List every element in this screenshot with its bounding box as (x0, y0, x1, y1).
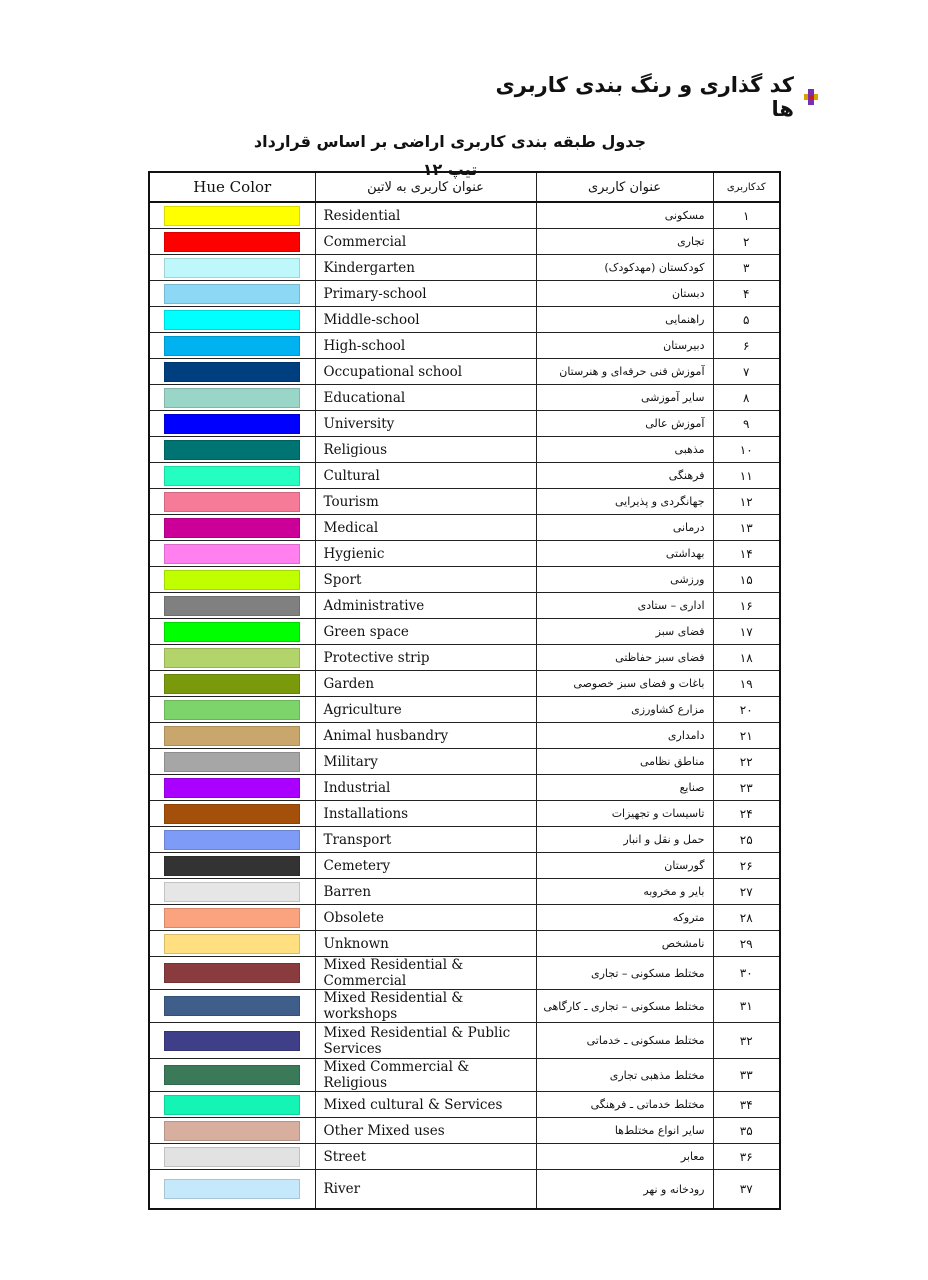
color-swatch (164, 362, 300, 382)
persian-title-cell: مختلط مسکونی – تجاری (536, 957, 713, 990)
hue-color-cell (149, 1059, 315, 1092)
persian-title-cell: سایر انواع مختلط‌ها (536, 1118, 713, 1144)
hue-color-cell (149, 229, 315, 255)
color-swatch (164, 440, 300, 460)
persian-title-cell: جهانگردی و پذیرایی (536, 489, 713, 515)
code-cell: ۱ (713, 202, 780, 229)
color-swatch (164, 466, 300, 486)
table-row (149, 1144, 780, 1170)
hue-color-cell (149, 437, 315, 463)
hue-color-cell (149, 853, 315, 879)
color-swatch (164, 963, 300, 983)
persian-title-cell: فضای سبز حفاظتی (536, 645, 713, 671)
table-row (149, 593, 780, 619)
table-row (149, 879, 780, 905)
latin-title-cell: Primary-school (315, 281, 536, 307)
hue-color-cell (149, 1170, 315, 1210)
hue-color-cell (149, 749, 315, 775)
persian-title-cell: مختلط مذهبی تجاری (536, 1059, 713, 1092)
hue-color-cell (149, 990, 315, 1023)
latin-title-cell: Religious (315, 437, 536, 463)
color-swatch (164, 206, 300, 226)
persian-title-cell: متروکه (536, 905, 713, 931)
heading-text: کد گذاری و رنگ بندی کاربری ها (495, 73, 794, 121)
color-swatch (164, 648, 300, 668)
latin-title-cell: Animal husbandry (315, 723, 536, 749)
color-swatch (164, 726, 300, 746)
code-cell: ۲۰ (713, 697, 780, 723)
table-row (149, 541, 780, 567)
persian-title-cell: رودخانه و نهر (536, 1170, 713, 1210)
table-row (149, 411, 780, 437)
table-row (149, 1170, 780, 1210)
color-swatch (164, 622, 300, 642)
latin-title-cell: Cemetery (315, 853, 536, 879)
table-row (149, 990, 780, 1023)
color-swatch (164, 700, 300, 720)
persian-title-cell: دبستان (536, 281, 713, 307)
code-cell: ۳ (713, 255, 780, 281)
code-cell: ۳۲ (713, 1023, 780, 1059)
table-row (149, 801, 780, 827)
color-swatch (164, 1065, 300, 1085)
hue-color-cell (149, 463, 315, 489)
code-cell: ۲ (713, 229, 780, 255)
latin-title-cell: Garden (315, 671, 536, 697)
table-row (149, 281, 780, 307)
latin-title-cell: Cultural (315, 463, 536, 489)
latin-title-cell: Residential (315, 202, 536, 229)
persian-title-cell: تجاری (536, 229, 713, 255)
latin-title-cell: Green space (315, 619, 536, 645)
bullet-icon (802, 88, 820, 106)
persian-title-cell: دبیرستان (536, 333, 713, 359)
table-caption: جدول طبقه بندی کاربری اراضی بر اساس قرارداد تیپ ۱۲ (253, 132, 647, 179)
hue-color-cell (149, 957, 315, 990)
hue-color-cell (149, 775, 315, 801)
code-cell: ۱۲ (713, 489, 780, 515)
hue-color-cell (149, 333, 315, 359)
code-cell: ۲۴ (713, 801, 780, 827)
color-swatch (164, 804, 300, 824)
hue-color-cell (149, 879, 315, 905)
code-cell: ۱۵ (713, 567, 780, 593)
table-row (149, 437, 780, 463)
header-code: کدکاربری (713, 172, 780, 202)
table-row (149, 749, 780, 775)
color-swatch (164, 284, 300, 304)
persian-title-cell: حمل و نقل و انبار (536, 827, 713, 853)
persian-title-cell: فضای سبز (536, 619, 713, 645)
latin-title-cell: Military (315, 749, 536, 775)
color-swatch (164, 882, 300, 902)
persian-title-cell: آموزش عالی (536, 411, 713, 437)
code-cell: ۲۳ (713, 775, 780, 801)
table-row (149, 775, 780, 801)
color-swatch (164, 752, 300, 772)
color-swatch (164, 908, 300, 928)
color-swatch (164, 310, 300, 330)
latin-title-cell: Protective strip (315, 645, 536, 671)
code-cell: ۲۹ (713, 931, 780, 957)
latin-title-cell: Middle-school (315, 307, 536, 333)
persian-title-cell: مذهبی (536, 437, 713, 463)
persian-title-cell: فرهنگی (536, 463, 713, 489)
color-swatch (164, 596, 300, 616)
latin-title-cell: Installations (315, 801, 536, 827)
code-cell: ۹ (713, 411, 780, 437)
latin-title-cell: Educational (315, 385, 536, 411)
persian-title-cell: مختلط مسکونی ـ خدماتی (536, 1023, 713, 1059)
table-row (149, 619, 780, 645)
persian-title-cell: معابر (536, 1144, 713, 1170)
code-cell: ۲۸ (713, 905, 780, 931)
hue-color-cell (149, 827, 315, 853)
hue-color-cell (149, 1023, 315, 1059)
persian-title-cell: گورستان (536, 853, 713, 879)
code-cell: ۳۳ (713, 1059, 780, 1092)
table-body (149, 202, 780, 1209)
latin-title-cell: University (315, 411, 536, 437)
table-row (149, 1059, 780, 1092)
latin-title-cell: High-school (315, 333, 536, 359)
code-cell: ۲۷ (713, 879, 780, 905)
persian-title-cell: درمانی (536, 515, 713, 541)
color-swatch (164, 1095, 300, 1115)
hue-color-cell (149, 593, 315, 619)
code-cell: ۲۲ (713, 749, 780, 775)
code-cell: ۳۶ (713, 1144, 780, 1170)
latin-title-cell: Transport (315, 827, 536, 853)
code-cell: ۳۰ (713, 957, 780, 990)
color-swatch (164, 1147, 300, 1167)
persian-title-cell: مسکونی (536, 202, 713, 229)
persian-title-cell: کودکستان (مهدکودک) (536, 255, 713, 281)
latin-title-cell: Mixed cultural & Services (315, 1092, 536, 1118)
hue-color-cell (149, 1144, 315, 1170)
header-persian-title: عنوان کاربری (536, 172, 713, 202)
hue-color-cell (149, 1092, 315, 1118)
latin-title-cell: Administrative (315, 593, 536, 619)
latin-title-cell: Mixed Residential & Commercial (315, 957, 536, 990)
document-heading (480, 73, 820, 121)
table-row (149, 1092, 780, 1118)
color-swatch (164, 1121, 300, 1141)
latin-title-cell: Medical (315, 515, 536, 541)
latin-title-cell: Barren (315, 879, 536, 905)
table-row (149, 1023, 780, 1059)
latin-title-cell: Mixed Commercial & Religious (315, 1059, 536, 1092)
code-cell: ۱۶ (713, 593, 780, 619)
table-row (149, 645, 780, 671)
code-cell: ۱۷ (713, 619, 780, 645)
hue-color-cell (149, 359, 315, 385)
persian-title-cell: راهنمایی (536, 307, 713, 333)
color-swatch (164, 996, 300, 1016)
color-swatch (164, 258, 300, 278)
table-row (149, 957, 780, 990)
color-swatch (164, 570, 300, 590)
latin-title-cell: Tourism (315, 489, 536, 515)
hue-color-cell (149, 411, 315, 437)
table-row (149, 723, 780, 749)
latin-title-cell: Agriculture (315, 697, 536, 723)
hue-color-cell (149, 307, 315, 333)
persian-title-cell: مختلط مسکونی – تجاری ـ کارگاهی (536, 990, 713, 1023)
table-row (149, 905, 780, 931)
color-swatch (164, 232, 300, 252)
persian-title-cell: نامشخص (536, 931, 713, 957)
table-row (149, 463, 780, 489)
hue-color-cell (149, 255, 315, 281)
persian-title-cell: بایر و مخروبه (536, 879, 713, 905)
color-swatch (164, 336, 300, 356)
hue-color-cell (149, 385, 315, 411)
latin-title-cell: Hygienic (315, 541, 536, 567)
table-row (149, 671, 780, 697)
table-row (149, 931, 780, 957)
hue-color-cell (149, 697, 315, 723)
latin-title-cell: Street (315, 1144, 536, 1170)
latin-title-cell: Mixed Residential & Public Services (315, 1023, 536, 1059)
hue-color-cell (149, 515, 315, 541)
code-cell: ۲۶ (713, 853, 780, 879)
hue-color-cell (149, 202, 315, 229)
persian-title-cell: دامداری (536, 723, 713, 749)
color-swatch (164, 856, 300, 876)
header-latin-title: عنوان کاربری به لاتین (315, 172, 536, 202)
table-row (149, 202, 780, 229)
persian-title-cell: بهداشتی (536, 541, 713, 567)
color-swatch (164, 934, 300, 954)
persian-title-cell: تاسیسات و تجهیزات (536, 801, 713, 827)
table-row (149, 1118, 780, 1144)
code-cell: ۵ (713, 307, 780, 333)
code-cell: ۳۴ (713, 1092, 780, 1118)
code-cell: ۲۱ (713, 723, 780, 749)
persian-title-cell: صنایع (536, 775, 713, 801)
persian-title-cell: مزارع کشاورزی (536, 697, 713, 723)
latin-title-cell: Commercial (315, 229, 536, 255)
code-cell: ۱۰ (713, 437, 780, 463)
latin-title-cell: Other Mixed uses (315, 1118, 536, 1144)
color-swatch (164, 388, 300, 408)
color-swatch (164, 778, 300, 798)
color-swatch (164, 492, 300, 512)
table-row (149, 853, 780, 879)
code-cell: ۴ (713, 281, 780, 307)
latin-title-cell: Kindergarten (315, 255, 536, 281)
latin-title-cell: Sport (315, 567, 536, 593)
code-cell: ۱۸ (713, 645, 780, 671)
hue-color-cell (149, 723, 315, 749)
color-swatch (164, 1179, 300, 1199)
table-row (149, 489, 780, 515)
hue-color-cell (149, 619, 315, 645)
table-row (149, 697, 780, 723)
hue-color-cell (149, 1118, 315, 1144)
header-hue-color: Hue Color (149, 172, 315, 202)
table-row (149, 827, 780, 853)
latin-title-cell: Obsolete (315, 905, 536, 931)
code-cell: ۱۹ (713, 671, 780, 697)
table-header-row (149, 172, 780, 202)
code-cell: ۷ (713, 359, 780, 385)
land-use-table (148, 171, 781, 1210)
table-row (149, 333, 780, 359)
hue-color-cell (149, 671, 315, 697)
hue-color-cell (149, 281, 315, 307)
latin-title-cell: River (315, 1170, 536, 1210)
persian-title-cell: آموزش فنی حرفه‌ای و هنرستان (536, 359, 713, 385)
color-swatch (164, 544, 300, 564)
code-cell: ۳۵ (713, 1118, 780, 1144)
hue-color-cell (149, 541, 315, 567)
latin-title-cell: Unknown (315, 931, 536, 957)
persian-title-cell: باغات و فضای سبز خصوصی (536, 671, 713, 697)
latin-title-cell: Industrial (315, 775, 536, 801)
table-row (149, 515, 780, 541)
code-cell: ۶ (713, 333, 780, 359)
persian-title-cell: سایر آموزشی (536, 385, 713, 411)
latin-title-cell: Occupational school (315, 359, 536, 385)
latin-title-cell: Mixed Residential & workshops (315, 990, 536, 1023)
code-cell: ۱۳ (713, 515, 780, 541)
code-cell: ۲۵ (713, 827, 780, 853)
color-swatch (164, 674, 300, 694)
hue-color-cell (149, 801, 315, 827)
hue-color-cell (149, 905, 315, 931)
code-cell: ۱۴ (713, 541, 780, 567)
table-row (149, 359, 780, 385)
hue-color-cell (149, 931, 315, 957)
table-row (149, 307, 780, 333)
table-row (149, 385, 780, 411)
hue-color-cell (149, 567, 315, 593)
hue-color-cell (149, 645, 315, 671)
color-swatch (164, 830, 300, 850)
table-row (149, 255, 780, 281)
code-cell: ۳۱ (713, 990, 780, 1023)
persian-title-cell: ورزشی (536, 567, 713, 593)
code-cell: ۳۷ (713, 1170, 780, 1210)
color-swatch (164, 414, 300, 434)
persian-title-cell: مناطق نظامی (536, 749, 713, 775)
hue-color-cell (149, 489, 315, 515)
color-swatch (164, 1031, 300, 1051)
color-swatch (164, 518, 300, 538)
table-row (149, 567, 780, 593)
table-row (149, 229, 780, 255)
persian-title-cell: مختلط خدماتی ـ فرهنگی (536, 1092, 713, 1118)
code-cell: ۱۱ (713, 463, 780, 489)
persian-title-cell: اداری – ستادی (536, 593, 713, 619)
code-cell: ۸ (713, 385, 780, 411)
